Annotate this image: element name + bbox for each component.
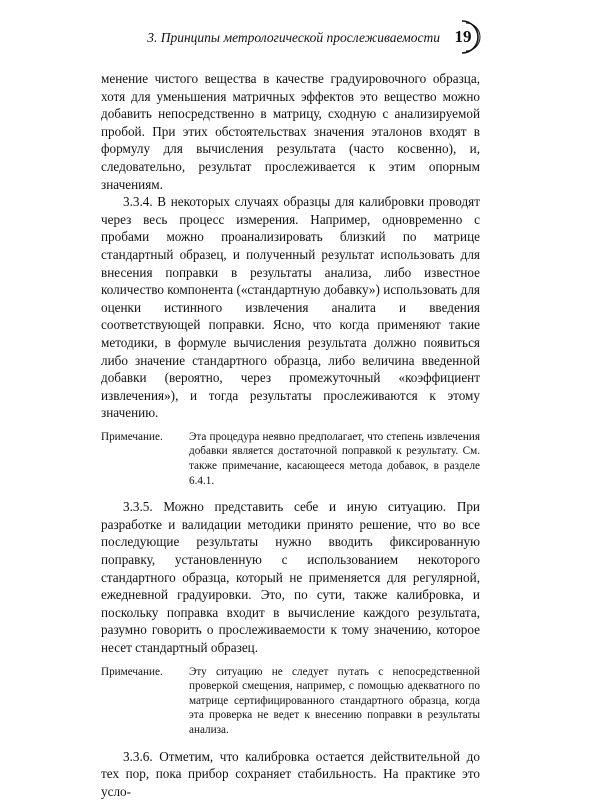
page-body — [101, 70, 480, 800]
note-1-text: Эта процедура неявно предполагает, что степень извлечения добавки является достаточной поправкой к результату. См. также примечание, касающееся метода добавок, в разделе 6.4.1. — [189, 430, 480, 487]
note-2 — [101, 665, 480, 738]
page-number-ornament-icon — [456, 18, 486, 56]
page-number-text: 19 — [454, 27, 472, 46]
note-1-label: Примечание. — [101, 430, 163, 443]
paragraph-3-3-4: 3.3.4. В некоторых случаях образцы для калибровки проводят через весь процесс измерения. Например, одновременно с пробами можно проанализировать близкий по матрице стандартный образец, и полученный результат использовать для внесения поправки в результаты анализа, либо известное количество компонента («стандартную добавку») использовать для оценки истинного извлечения аналита и введения соответствующей поправки. Ясно, что когда применяют такие методики, в формуле вычисления результата должно появиться либо значение стандартного образца, либо величина введенной добавки (вероятно, через промежуточный «коэффициент извлечения»), и тогда результаты прослеживаются к этому значению. — [101, 194, 480, 421]
paragraph-continuation: менение чистого вещества в качестве градуировочного образца, хотя для уменьшения матричных эффектов это вещество можно добавить непосредственно в матрицу, сходную с анализируемой пробой. При этих обстоятельствах значения эталонов входят в формулу для вычисления результата (часто косвенно), и, следовательно, результат прослеживается к этим опорным значениям. — [101, 71, 480, 192]
paragraph-3-3-5: 3.3.5. Можно представить себе и иную ситуацию. При разработке и валидации методики принято решение, что во все последующие результаты нужно вводить фиксированную поправку, установленную с использованием некоторого стандартного образца, который не применяется для регулярной, ежедневной градуировки. Это, по сути, также калибровка, и поскольку поправка входит в вычисление каждого результата, разумно говорить о прослеживаемости к тому значению, которое несет стандартный образец. — [101, 499, 480, 655]
note-2-text: Эту ситуацию не следует путать с непосредственной проверкой смещения, например, с помощью адекватного по матрице сертифицированного стандартного образца, когда эта проверка не ведет к внесению поправки в результаты анализа. — [189, 665, 480, 736]
note-1 — [101, 430, 480, 488]
paragraph-3-3-6: 3.3.6. Отметим, что калибровка остается действительной до тех пор, пока прибор сохраняет стабильность. На практике это усло- — [101, 748, 480, 799]
running-title: 3. Принципы метрологической прослеживаемости — [147, 30, 440, 45]
page-number — [446, 22, 480, 52]
page-header — [100, 22, 480, 52]
note-2-label: Примечание. — [101, 665, 163, 678]
